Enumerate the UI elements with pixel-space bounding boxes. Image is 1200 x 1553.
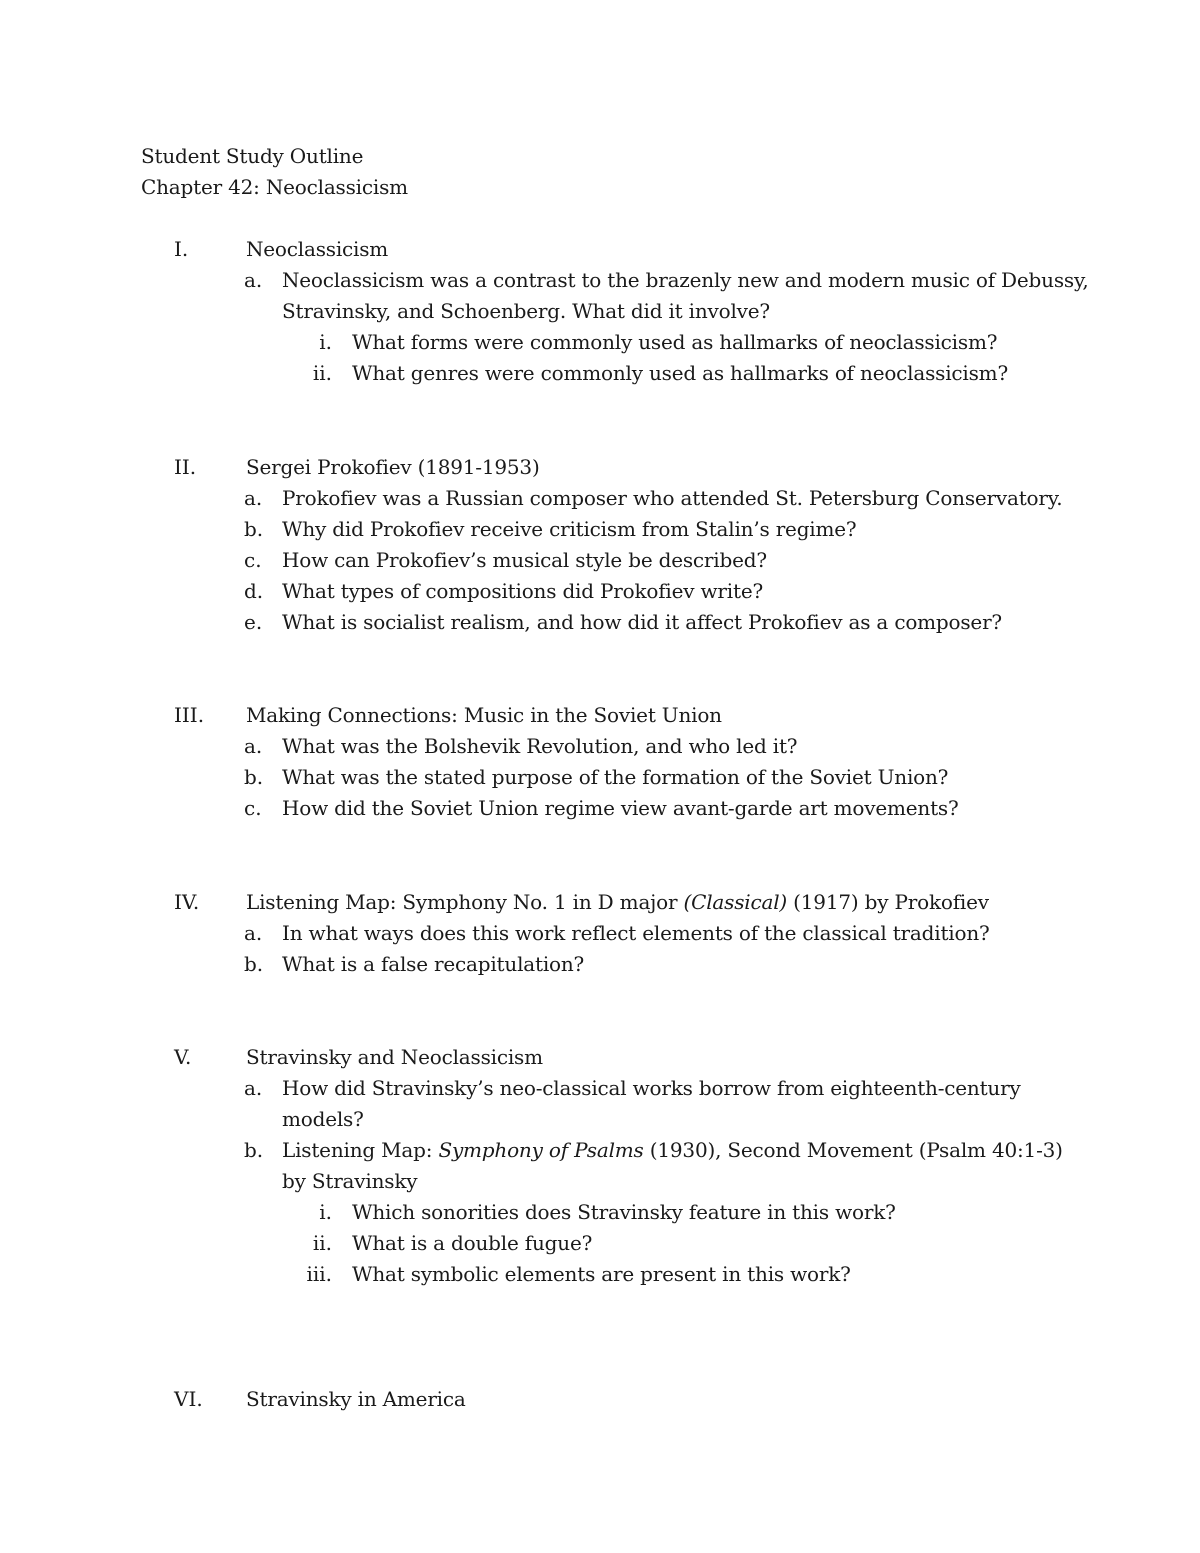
item-text-line: How did Stravinsky’s neo-classical works borrow from eighteenth-century — [282, 1076, 1021, 1100]
item-text: What was the Bolshevik Revolution, and who led it? — [282, 734, 798, 758]
section-numeral: IV. — [174, 890, 200, 914]
item-marker: e. — [244, 610, 263, 634]
item-text: What types of compositions did Prokofiev write? — [282, 579, 763, 603]
subitem-text: What is a double fugue? — [352, 1231, 593, 1255]
item-marker: b. — [244, 1138, 264, 1162]
section-numeral: I. — [174, 237, 189, 261]
item-text: What is socialist realism, and how did it affect Prokofiev as a composer? — [282, 610, 1002, 634]
document-title: Student Study Outline — [141, 144, 364, 168]
section-numeral: II. — [174, 455, 197, 479]
subitem-marker: ii. — [312, 361, 332, 385]
item-text: In what ways does this work reflect elements of the classical tradition? — [282, 921, 990, 945]
item-text: What was the stated purpose of the formation of the Soviet Union? — [282, 765, 949, 789]
item-text-line: Neoclassicism was a contrast to the brazenly new and modern music of Debussy, — [282, 268, 1089, 292]
item-text-line: by Stravinsky — [282, 1169, 418, 1193]
heading-italic-text: (Classical) — [683, 890, 788, 914]
section-heading — [246, 887, 989, 918]
section-heading: Stravinsky in America — [246, 1387, 466, 1411]
section-numeral: III. — [174, 703, 205, 727]
item-marker: b. — [244, 765, 264, 789]
subitem-marker: i. — [319, 330, 332, 354]
item-marker: b. — [244, 952, 264, 976]
item-marker: b. — [244, 517, 264, 541]
subitem-text: What forms were commonly used as hallmarks of neoclassicism? — [352, 330, 998, 354]
item-marker: a. — [244, 486, 263, 510]
item-marker: a. — [244, 1076, 263, 1100]
item-marker: c. — [244, 796, 262, 820]
section-numeral: VI. — [174, 1387, 203, 1411]
item-text: How did the Soviet Union regime view avant-garde art movements? — [282, 796, 959, 820]
item-text: Prokofiev was a Russian composer who attended St. Petersburg Conservatory. — [282, 486, 1063, 510]
item-marker: a. — [244, 268, 263, 292]
item-italic-text: Symphony of Psalms — [438, 1138, 644, 1162]
item-text: What is a false recapitulation? — [282, 952, 585, 976]
subitem-marker: i. — [319, 1200, 332, 1224]
subitem-text: Which sonorities does Stravinsky feature in this work? — [352, 1200, 896, 1224]
item-marker: c. — [244, 548, 262, 572]
heading-text: Listening Map: Symphony No. 1 in D major — [246, 890, 684, 914]
item-marker: d. — [244, 579, 264, 603]
item-text-line — [282, 1135, 1063, 1166]
section-heading: Stravinsky and Neoclassicism — [246, 1045, 543, 1069]
chapter-title: Chapter 42: Neoclassicism — [141, 175, 408, 199]
item-text: Why did Prokofiev receive criticism from Stalin’s regime? — [282, 517, 857, 541]
section-heading: Neoclassicism — [246, 237, 389, 261]
subitem-marker: ii. — [312, 1231, 332, 1255]
subitem-marker: iii. — [306, 1262, 332, 1286]
section-heading: Making Connections: Music in the Soviet Union — [246, 703, 722, 727]
item-text-line: Stravinsky, and Schoenberg. What did it involve? — [282, 299, 770, 323]
item-marker: a. — [244, 734, 263, 758]
item-text-line: models? — [282, 1107, 364, 1131]
item-marker: a. — [244, 921, 263, 945]
section-numeral: V. — [174, 1045, 192, 1069]
subitem-text: What symbolic elements are present in this work? — [352, 1262, 851, 1286]
heading-text: (1917) by Prokofiev — [787, 890, 989, 914]
item-text: Listening Map: — [282, 1138, 439, 1162]
section-heading: Sergei Prokofiev (1891-1953) — [246, 455, 540, 479]
subitem-text: What genres were commonly used as hallmarks of neoclassicism? — [352, 361, 1008, 385]
item-text: How can Prokofiev’s musical style be described? — [282, 548, 767, 572]
item-text: (1930), Second Movement (Psalm 40:1-3) — [643, 1138, 1063, 1162]
